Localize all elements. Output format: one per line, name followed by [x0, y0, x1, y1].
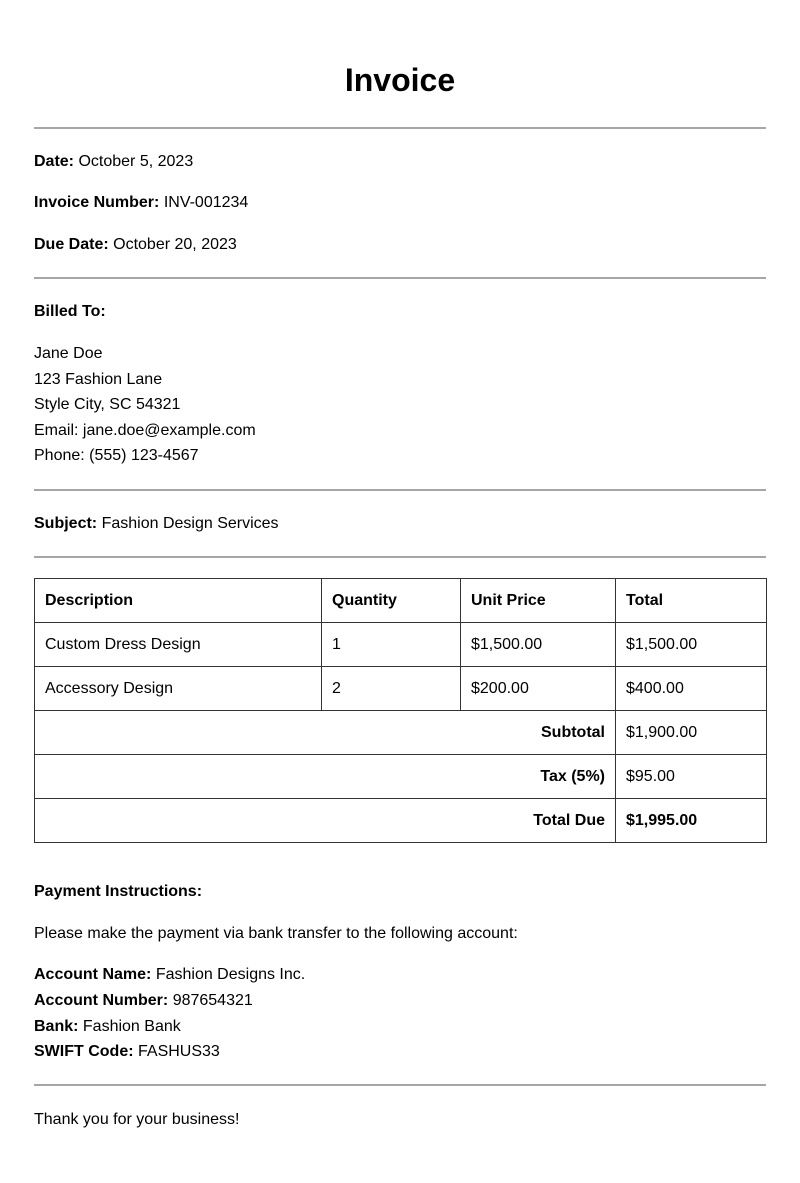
account-name-label: Account Name: [34, 966, 152, 983]
tax-value: $95.00 [616, 755, 767, 799]
swift-code-value: FASHUS33 [138, 1043, 220, 1060]
billed-to-city: Style City, SC 54321 [34, 396, 181, 413]
date-value: October 5, 2023 [78, 153, 194, 170]
subtotal-row [35, 711, 767, 755]
billed-to-heading: Billed To: [34, 303, 106, 320]
subject-line [34, 514, 279, 534]
total-due-value: $1,995.00 [616, 799, 767, 843]
subject-value: Fashion Design Services [101, 515, 279, 532]
billed-to-phone: Phone: (555) 123-4567 [34, 447, 199, 464]
divider [34, 556, 766, 558]
item-total: $1,500.00 [616, 623, 767, 667]
due-date-line [34, 235, 237, 255]
divider [34, 489, 766, 491]
account-name-line [34, 965, 305, 985]
total-due-label: Total Due [35, 799, 616, 843]
total-due-row [35, 799, 767, 843]
invoice-number-line [34, 193, 248, 213]
account-number-label: Account Number: [34, 992, 169, 1009]
tax-label: Tax (5%) [35, 755, 616, 799]
column-header-total: Total [616, 579, 767, 623]
invoice-number-label: Invoice Number: [34, 194, 160, 211]
item-description: Custom Dress Design [35, 623, 322, 667]
column-header-unit-price: Unit Price [461, 579, 616, 623]
divider [34, 277, 766, 279]
invoice-number-value: INV-001234 [163, 194, 249, 211]
account-number-value: 987654321 [172, 992, 253, 1009]
item-quantity: 1 [322, 623, 461, 667]
date-label: Date: [34, 153, 75, 170]
thank-you-note: Thank you for your business! [34, 1111, 240, 1128]
bank-label: Bank: [34, 1018, 79, 1035]
payment-instructions-heading: Payment Instructions: [34, 883, 203, 900]
table-row [35, 667, 767, 711]
payment-intro: Please make the payment via bank transfer to the following account: [34, 925, 518, 942]
divider [34, 1084, 766, 1086]
due-date-label: Due Date: [34, 236, 109, 253]
due-date-value: October 20, 2023 [113, 236, 237, 253]
table-row [35, 623, 767, 667]
account-number-line [34, 991, 253, 1011]
bank-line [34, 1017, 181, 1037]
swift-code-label: SWIFT Code: [34, 1043, 134, 1060]
table-header-row [35, 579, 767, 623]
swift-code-line [34, 1042, 220, 1062]
column-header-quantity: Quantity [322, 579, 461, 623]
subtotal-value: $1,900.00 [616, 711, 767, 755]
billed-to-email: Email: jane.doe@example.com [34, 422, 256, 439]
account-name-value: Fashion Designs Inc. [155, 966, 306, 983]
item-unit-price: $1,500.00 [461, 623, 616, 667]
divider [34, 127, 766, 129]
page-title: Invoice [344, 62, 456, 98]
item-total: $400.00 [616, 667, 767, 711]
column-header-description: Description [35, 579, 322, 623]
item-quantity: 2 [322, 667, 461, 711]
billed-to-name: Jane Doe [34, 345, 103, 362]
date-line [34, 152, 193, 172]
bank-value: Fashion Bank [82, 1018, 181, 1035]
billed-to-street: 123 Fashion Lane [34, 371, 163, 388]
subtotal-label: Subtotal [35, 711, 616, 755]
tax-row [35, 755, 767, 799]
item-unit-price: $200.00 [461, 667, 616, 711]
line-items-table [34, 578, 767, 843]
item-description: Accessory Design [35, 667, 322, 711]
subject-label: Subject: [34, 515, 98, 532]
